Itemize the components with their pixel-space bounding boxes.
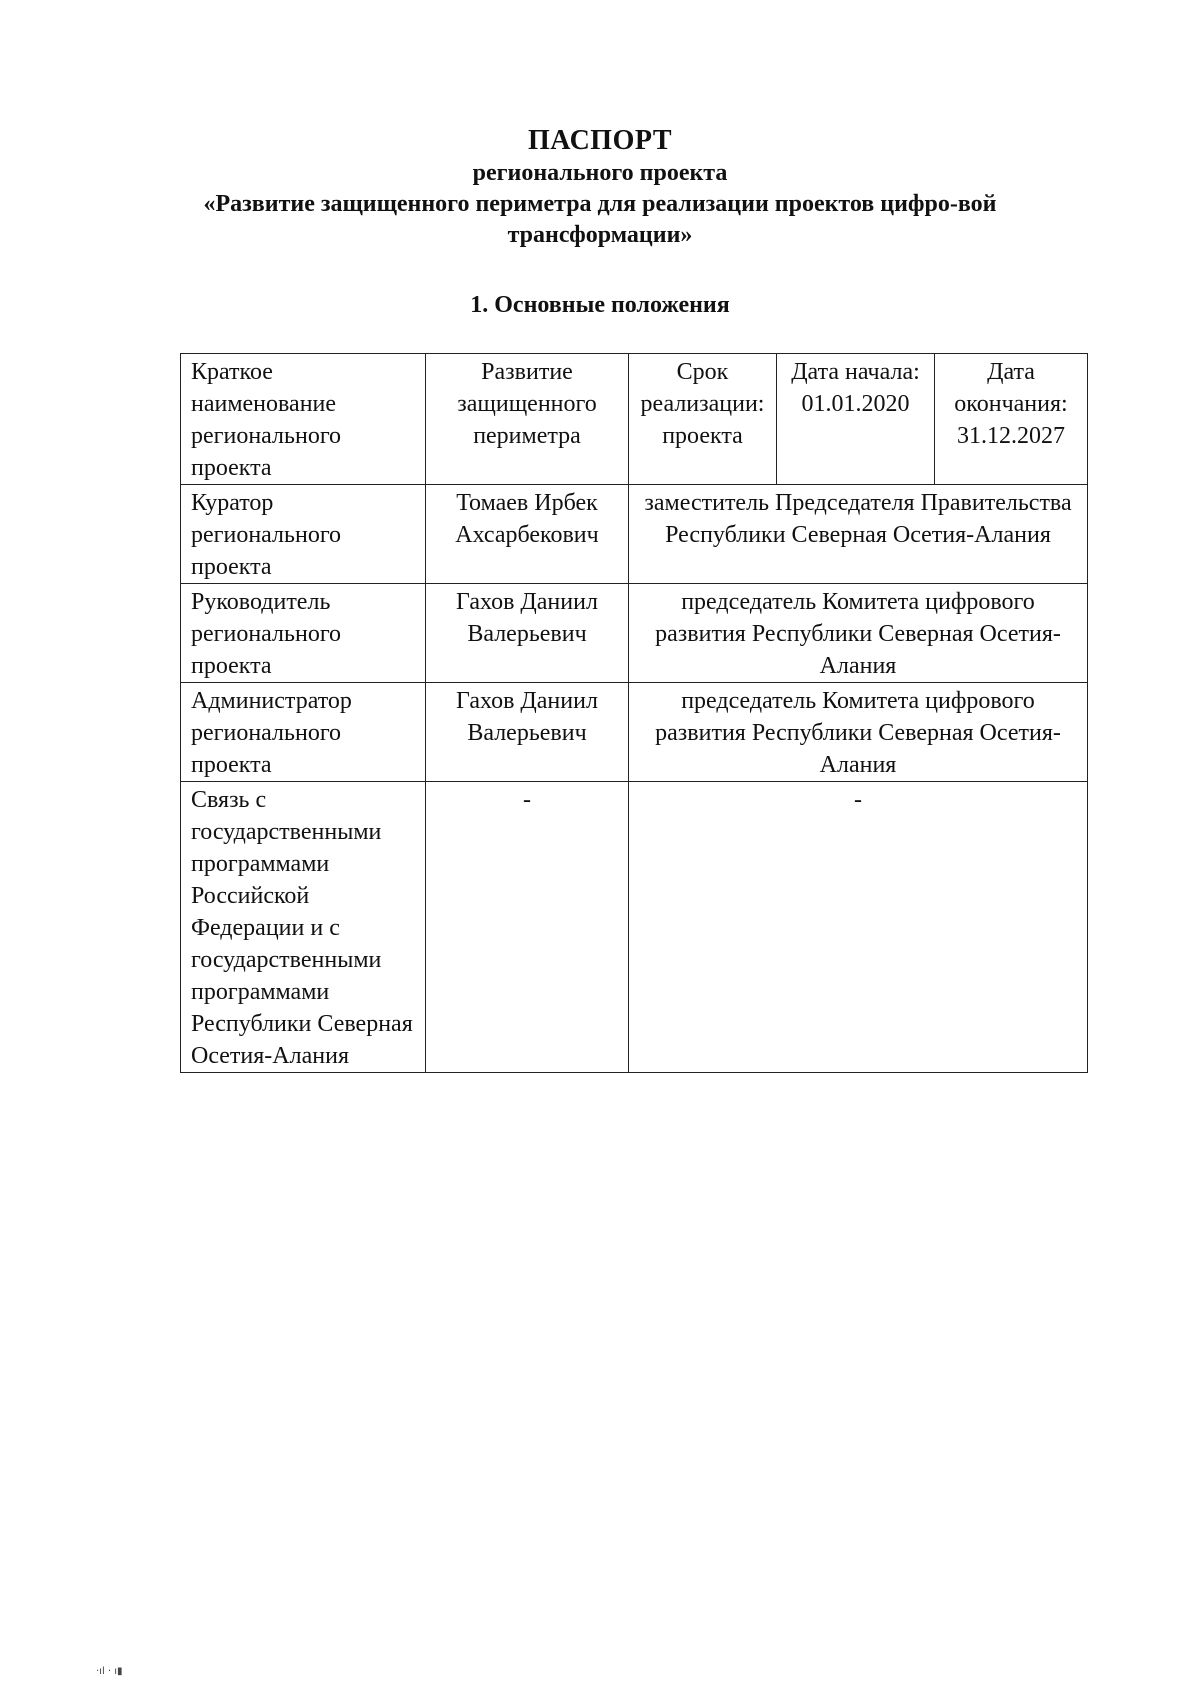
administrator-position: председатель Комитета цифрового развития Республики Северная Осетия-Алания	[629, 683, 1088, 782]
head-label: Руководитель регионального проекта	[181, 584, 426, 683]
document-header	[0, 124, 1200, 251]
short-name-value: Развитие защищенного периметра	[426, 354, 629, 485]
table-row	[181, 683, 1088, 782]
document-subtitle: регионального проекта	[472, 160, 728, 186]
table-row	[181, 485, 1088, 584]
passport-table	[180, 353, 1088, 1073]
programs-link-value: -	[426, 782, 629, 1073]
short-name-label: Краткое наименование регионального проекта	[181, 354, 426, 485]
table-row	[181, 354, 1088, 485]
table-row	[181, 584, 1088, 683]
project-name: «Развитие защищенного периметра для реализации проектов цифро-вой трансформации»	[203, 191, 997, 248]
curator-name: Томаев Ирбек Ахсарбекович	[426, 485, 629, 584]
head-name: Гахов Даниил Валерьевич	[426, 584, 629, 683]
administrator-label: Администратор регионального проекта	[181, 683, 426, 782]
curator-label: Куратор регионального проекта	[181, 485, 426, 584]
head-position: председатель Комитета цифрового развития Республики Северная Осетия-Алания	[629, 584, 1088, 683]
curator-position: заместитель Председателя Правительства Республики Северная Осетия-Алания	[629, 485, 1088, 584]
period-label: Срок реализации: проекта	[629, 354, 777, 485]
end-date: Дата окончания: 31.12.2027	[935, 354, 1088, 485]
scan-artifact: ·ıl · ı▮	[96, 1666, 123, 1677]
start-date: Дата начала: 01.01.2020	[777, 354, 935, 485]
section-heading: 1. Основные положения	[470, 292, 730, 318]
table-row	[181, 782, 1088, 1073]
programs-link-detail: -	[629, 782, 1088, 1073]
programs-link-label: Связь с государственными программами Российской Федерации и с государственными программами Республики Северная Осетия-Алания	[181, 782, 426, 1073]
document-title: ПАСПОРТ	[527, 125, 672, 156]
administrator-name: Гахов Даниил Валерьевич	[426, 683, 629, 782]
